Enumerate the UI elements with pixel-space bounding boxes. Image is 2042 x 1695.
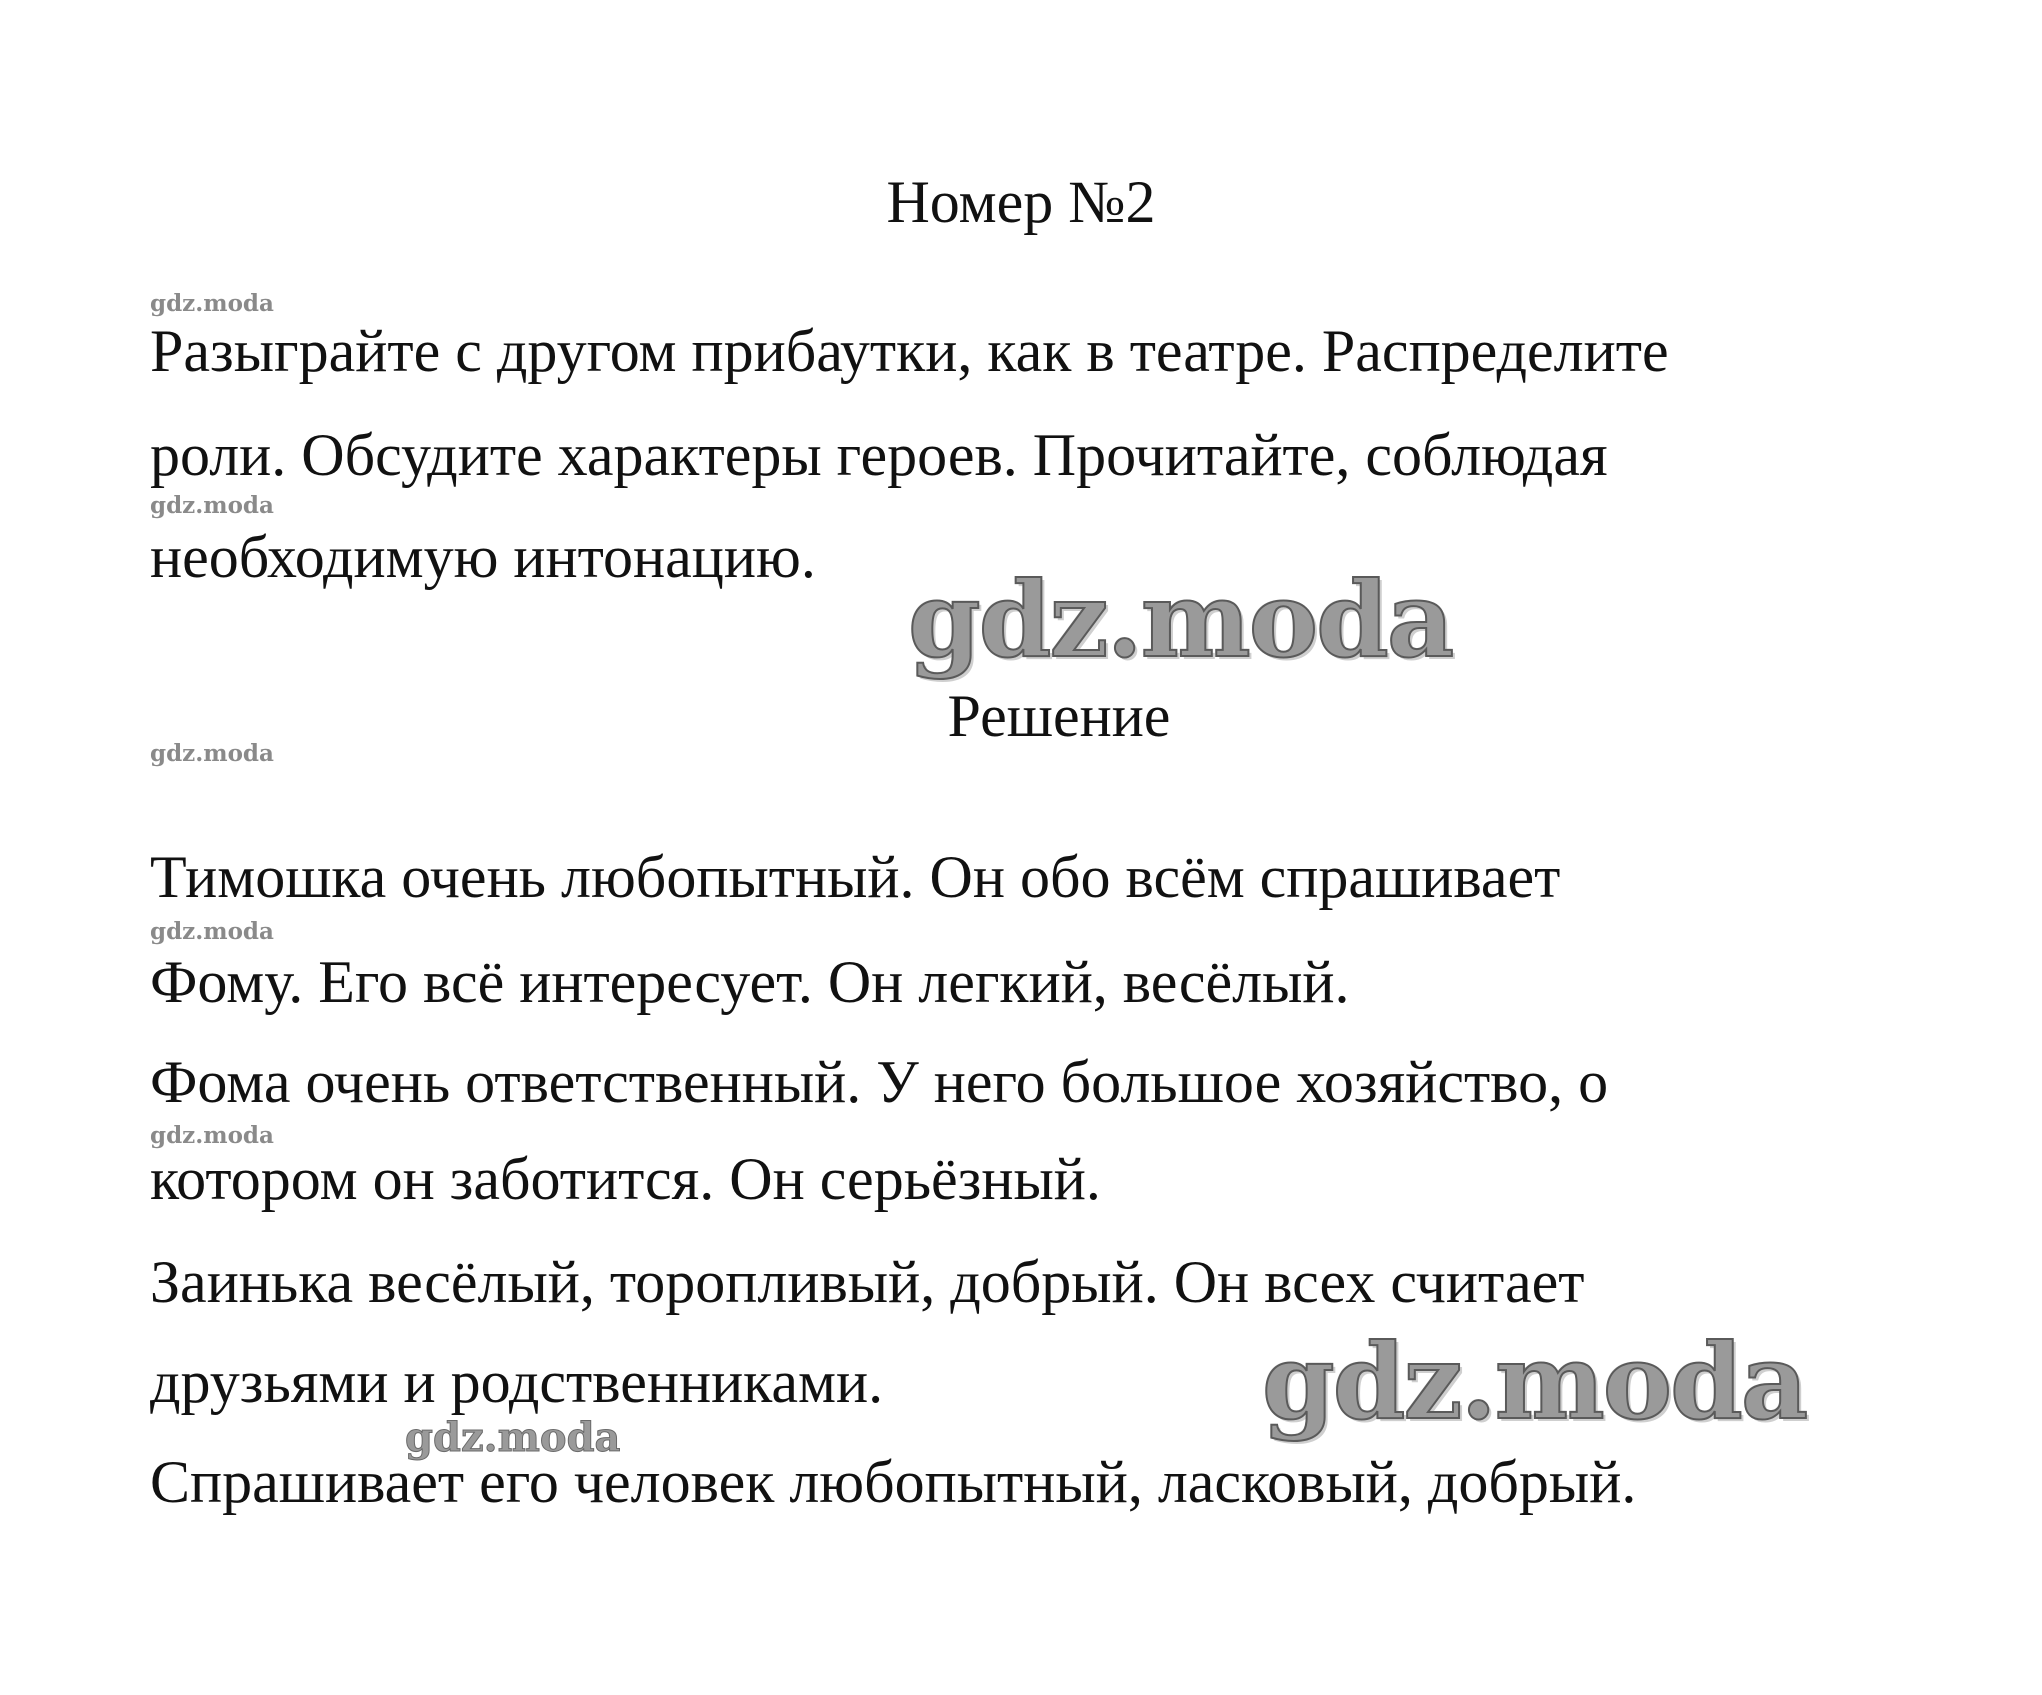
watermark-small: gdz.moda — [150, 740, 274, 767]
watermark-large: gdz.moda — [1262, 1320, 1807, 1443]
solution-line: котором он заботится. Он серьёзный. — [150, 1146, 1101, 1212]
task-line: Разыграйте с другом прибаутки, как в театре. Распределите — [150, 318, 1669, 384]
solution-line: Фома очень ответственный. У него большое хозяйство, о — [150, 1049, 1609, 1115]
solution-heading: Решение — [947, 683, 1171, 749]
page-title: Номер №2 — [886, 169, 1156, 235]
watermark-large: gdz.moda — [908, 558, 1453, 681]
watermark-small: gdz.moda — [150, 918, 274, 945]
solution-line: друзьями и родственниками. — [150, 1349, 884, 1415]
solution-line: Спрашивает его человек любопытный, ласковый, добрый. — [150, 1449, 1637, 1515]
watermark-medium: gdz.moda — [405, 1414, 621, 1461]
solution-line: Заинька весёлый, торопливый, добрый. Он всех считает — [150, 1249, 1585, 1315]
solution-line: Тимошка очень любопытный. Он обо всём спрашивает — [150, 844, 1561, 910]
watermark-small: gdz.moda — [150, 1122, 274, 1149]
solution-line: Фому. Его всё интересует. Он легкий, весёлый. — [150, 949, 1350, 1015]
watermark-small: gdz.moda — [150, 492, 274, 519]
task-line: роли. Обсудите характеры героев. Прочитайте, соблюдая — [150, 422, 1608, 488]
watermark-small: gdz.moda — [150, 290, 274, 317]
task-line: необходимую интонацию. — [150, 524, 816, 590]
